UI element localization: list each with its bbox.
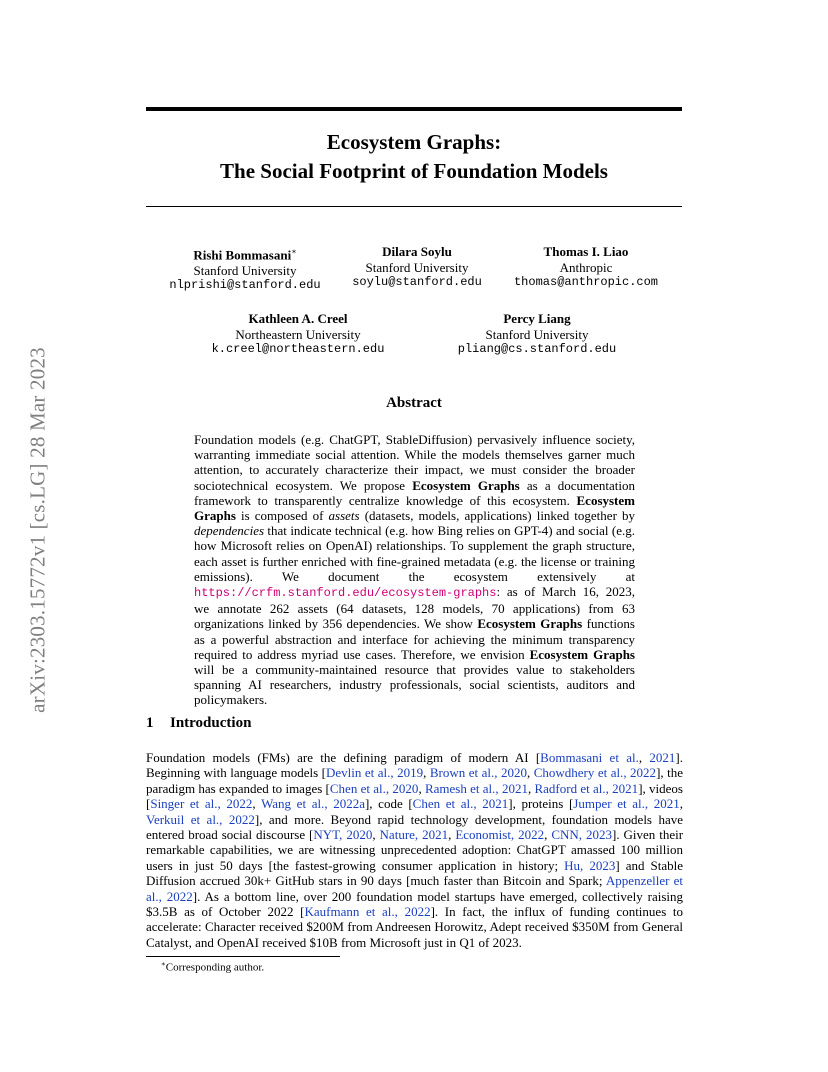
citation-link[interactable]: Jumper et al., 2021 [573,796,680,812]
author-affiliation: Northeastern University [235,326,361,342]
citation-link[interactable]: Singer et al., 2022 [150,796,253,812]
title-line-2: The Social Footprint of Foundation Models [220,159,608,183]
citation-link[interactable]: Brown et al., 2020 [429,765,527,781]
citation-link[interactable]: Wang et al., 2022a [261,796,365,812]
footnote [161,960,264,974]
section-title: Introduction [170,715,252,731]
title-line-1: Ecosystem Graphs: [326,130,502,154]
author-affiliation: Stanford University [365,259,469,275]
author-email[interactable]: pliang@cs.stanford.edu [457,342,617,356]
author-name: Rishi Bommasani∗ [193,247,297,263]
abstract-heading: Abstract [386,395,442,411]
author-email[interactable]: nlprishi@stanford.edu [169,278,321,293]
citation-link[interactable]: Verkuil et al., 2022 [146,811,255,827]
author-email[interactable]: thomas@anthropic.com [513,275,659,289]
citation-link[interactable]: 2021 [649,750,676,765]
citation-link[interactable]: Chen et al., 2021 [412,796,509,812]
citation-link[interactable]: Nature, 2021 [379,827,449,843]
author-block [188,311,408,358]
author-block [476,244,696,291]
author-affiliation: Stanford University [193,262,297,278]
author-email[interactable]: k.creel@northeastern.edu [211,342,385,356]
author-name: Kathleen A. Creel [248,311,348,326]
citation-link[interactable]: NYT, 2020 [313,827,373,843]
corresponding-mark: ∗ [291,247,297,256]
arxiv-identifier: arXiv:2303.15772v1 [cs.LG] 28 Mar 2023 [25,347,50,713]
title-top-rule [146,107,682,111]
footnote-text: Corresponding author. [165,961,265,974]
citation-link[interactable]: Appenzeller et al., 2022 [146,873,683,904]
author-email[interactable]: soylu@stanford.edu [352,275,482,289]
footnote-rule [146,956,340,957]
citation-link[interactable]: Economist, 2022 [455,827,545,843]
author-affiliation: Stanford University [485,326,589,342]
citation-link[interactable]: Ramesh et al., 2021 [424,780,528,796]
section-heading [146,715,251,732]
author-block [427,311,647,358]
citation-link[interactable]: Kaufmann et al., 2022 [304,904,431,920]
citation-link[interactable]: CNN, 2023 [551,827,612,843]
abstract-body: Foundation models (e.g. ChatGPT, StableDiffusion) pervasively influence society, warranting immediate social attention. While the models themselves garner much attention, to accurately characterize their impact, we must consider the broader sociotechnical ecosystem. We propose Ecosystem Graphs as a documentation framework to transparently centralize knowledge of this ecosystem. Ecosystem Graphs is composed of assets (datasets, models, applications) linked together by dependencies that indicate technical (e.g. how Bing relies on GPT-4) and social (e.g. how Microsoft relies on OpenAI) relationships. To supplement the graph structure, each asset is further enriched with fine-grained metadata (e.g. the license or training emissions). We document the ecosystem extensively at https://crfm.stanford.edu/ecosystem-graphs: as of March 16, 2023, we annotate 262 assets (64 datasets, 128 models, 70 applications) from 63 organizations linked by 356 dependencies. We show Ecosystem Graphs functions as a powerful abstraction and interface for achieving the minimum transparency required to address myriad use cases. Therefore, we envision Ecosystem Graphs will be a community-maintained resource that provides value to stakeholders spanning AI researchers, industry professionals, social scientists, auditors and policymakers. [194,432,636,708]
author-name: Thomas I. Liao [543,244,629,259]
paper-title [146,128,682,186]
citation-link[interactable]: Hu, 2023 [564,857,616,873]
citation-link[interactable]: Chowdhery et al., 2022 [533,765,657,781]
section-number: 1 [146,715,154,731]
title-bottom-rule [146,206,682,207]
footnote-mark: ∗ [161,960,166,968]
author-name: Percy Liang [503,311,571,326]
author-name: Dilara Soylu [382,244,452,259]
citation-link[interactable]: Bommasani et al. [540,750,639,765]
citation-link[interactable]: Radford et al., 2021 [534,780,639,796]
citation-link[interactable]: Chen et al., 2020 [329,780,419,796]
author-affiliation: Anthropic [559,259,613,275]
introduction-paragraph: Foundation models (FMs) are the defining paradigm of modern AI [Bommasani et al., 2021]. Beginning with language models [Devlin et al., 2019, Brown et al., 2020, Chowdhery et al., 2022], the paradigm has expanded to images [Chen et al., 2020, Ramesh et al., 2021, Radford et al., 2021], videos [Singer et al., 2022, Wang et al., 2022a], code [Chen et al., 2021], proteins [Jumper et al., 2021, Verkuil et al., 2022], and more. Beyond rapid technology development, foundation models have entered broad social discourse [NYT, 2020, Nature, 2021, Economist, 2022, CNN, 2023]. Given their remarkable capabilities, we are witnessing unprecedented adoption: ChatGPT amassed 100 million users in just 50 days [the fastest-growing consumer application in history; Hu, 2023] and Stable Diffusion accrued 30k+ GitHub stars in 90 days [much faster than Bitcoin and Spark; Appenzeller et al., 2022]. As a bottom line, over 200 foundation model startups have emerged, collectively raising $3.5B as of October 2022 [Kaufmann et al., 2022]. In fact, the influx of funding continues to accelerate: Character received $200M from Andreesen Horowitz, Adept received $350M from General Catalyst, and OpenAI received $10B from Microsoft just in Q1 of 2023. [146,750,684,950]
project-url-link[interactable]: https://crfm.stanford.edu/ecosystem-graphs [194,586,497,601]
citation-link[interactable]: Devlin et al., 2019 [326,765,424,781]
